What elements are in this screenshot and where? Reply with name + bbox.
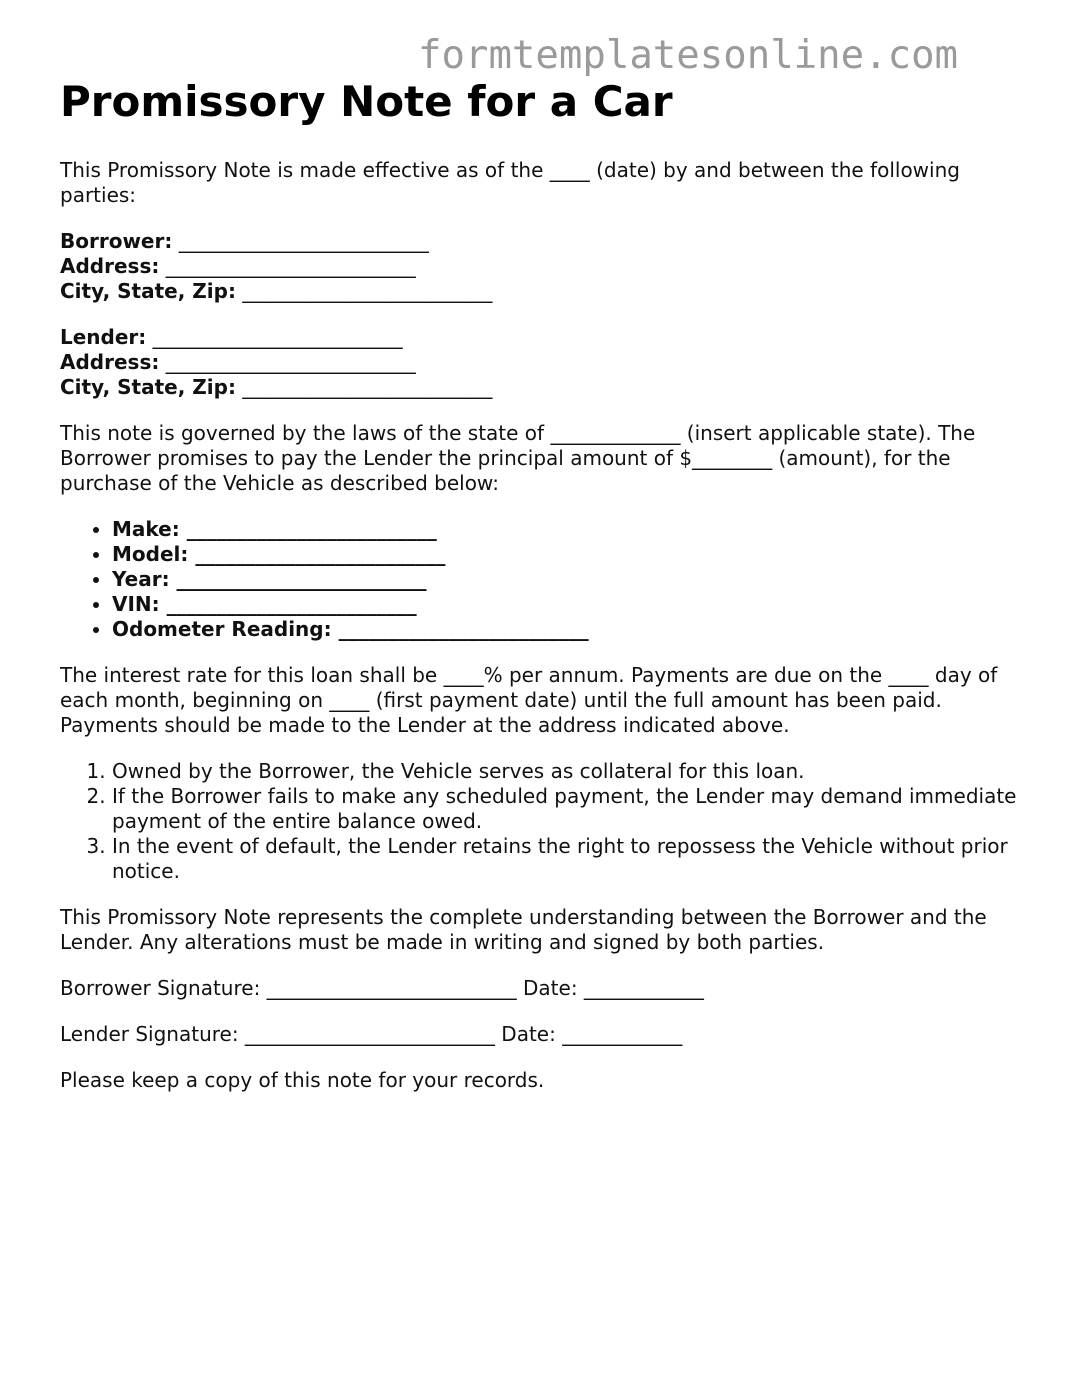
borrower-name-label: Borrower: [60, 229, 173, 253]
borrower-signature-line: Borrower Signature: _________________________ Date: ____________ [60, 976, 704, 1000]
interest-paragraph: The interest rate for this loan shall be ____% per annum. Payments are due on the ____ day of each month, beginning on ____ (first payment date) until the full amount has been paid. Payments should be made to the Lender at the address indicated above. [60, 663, 998, 737]
lender-city-line [60, 375, 1020, 400]
term-item: 3. In the event of default, the Lender retains the right to repossess the Vehicle without prior notice. [112, 834, 1020, 884]
borrower-city-blank: _________________________ [242, 279, 493, 303]
borrower-block [60, 229, 1020, 304]
vehicle-odometer-blank: _________________________ [338, 617, 589, 641]
closing-note: Please keep a copy of this note for your records. [60, 1068, 545, 1092]
borrower-address-label: Address: [60, 254, 160, 278]
vehicle-vin-item [112, 592, 1020, 617]
term-item: 2. If the Borrower fails to make any scheduled payment, the Lender may demand immediate payment of the entire balance owed. [112, 784, 1020, 834]
vehicle-year-blank: _________________________ [176, 567, 427, 591]
document-title: Promissory Note for a Car [60, 77, 673, 126]
entire-agreement-paragraph: This Promissory Note represents the complete understanding between the Borrower and the Lender. Any alterations must be made in writing and signed by both parties. [60, 905, 987, 954]
borrower-name-blank: _________________________ [178, 229, 429, 253]
lender-name-label: Lender: [60, 325, 147, 349]
lender-city-label: City, State, Zip: [60, 375, 236, 399]
borrower-city-line [60, 279, 1020, 304]
lender-block [60, 325, 1020, 400]
vehicle-make-blank: _________________________ [186, 517, 437, 541]
vehicle-list [60, 517, 1020, 642]
lender-name-line [60, 325, 1020, 350]
terms-list [60, 759, 1020, 884]
vehicle-year-item [112, 567, 1020, 592]
lender-city-blank: _________________________ [242, 375, 493, 399]
vehicle-odometer-label: Odometer Reading: [112, 617, 332, 641]
vehicle-odometer-item [112, 617, 1020, 642]
vehicle-make-label: Make: [112, 517, 180, 541]
vehicle-model-blank: _________________________ [195, 542, 446, 566]
lender-address-label: Address: [60, 350, 160, 374]
term-item: 1. Owned by the Borrower, the Vehicle serves as collateral for this loan. [112, 759, 1020, 784]
lender-address-line [60, 350, 1020, 375]
vehicle-model-label: Model: [112, 542, 189, 566]
borrower-city-label: City, State, Zip: [60, 279, 236, 303]
watermark: formtemplatesonline.com [418, 33, 959, 78]
intro-paragraph: This Promissory Note is made effective as of the ____ (date) by and between the following parties: [60, 158, 960, 207]
vehicle-make-item [112, 517, 1020, 542]
borrower-address-blank: _________________________ [165, 254, 416, 278]
vehicle-model-item [112, 542, 1020, 567]
lender-signature-line: Lender Signature: _________________________ Date: ____________ [60, 1022, 683, 1046]
vehicle-vin-blank: _________________________ [166, 592, 417, 616]
governing-paragraph: This note is governed by the laws of the state of _____________ (insert applicable state). The Borrower promises to pay the Lender the principal amount of $________ (amount), for the purchase of the Vehicle as described below: [60, 421, 976, 495]
lender-address-blank: _________________________ [165, 350, 416, 374]
borrower-name-line [60, 229, 1020, 254]
borrower-address-line [60, 254, 1020, 279]
lender-name-blank: _________________________ [152, 325, 403, 349]
vehicle-vin-label: VIN: [112, 592, 160, 616]
vehicle-year-label: Year: [112, 567, 170, 591]
document-body [60, 78, 1020, 1114]
